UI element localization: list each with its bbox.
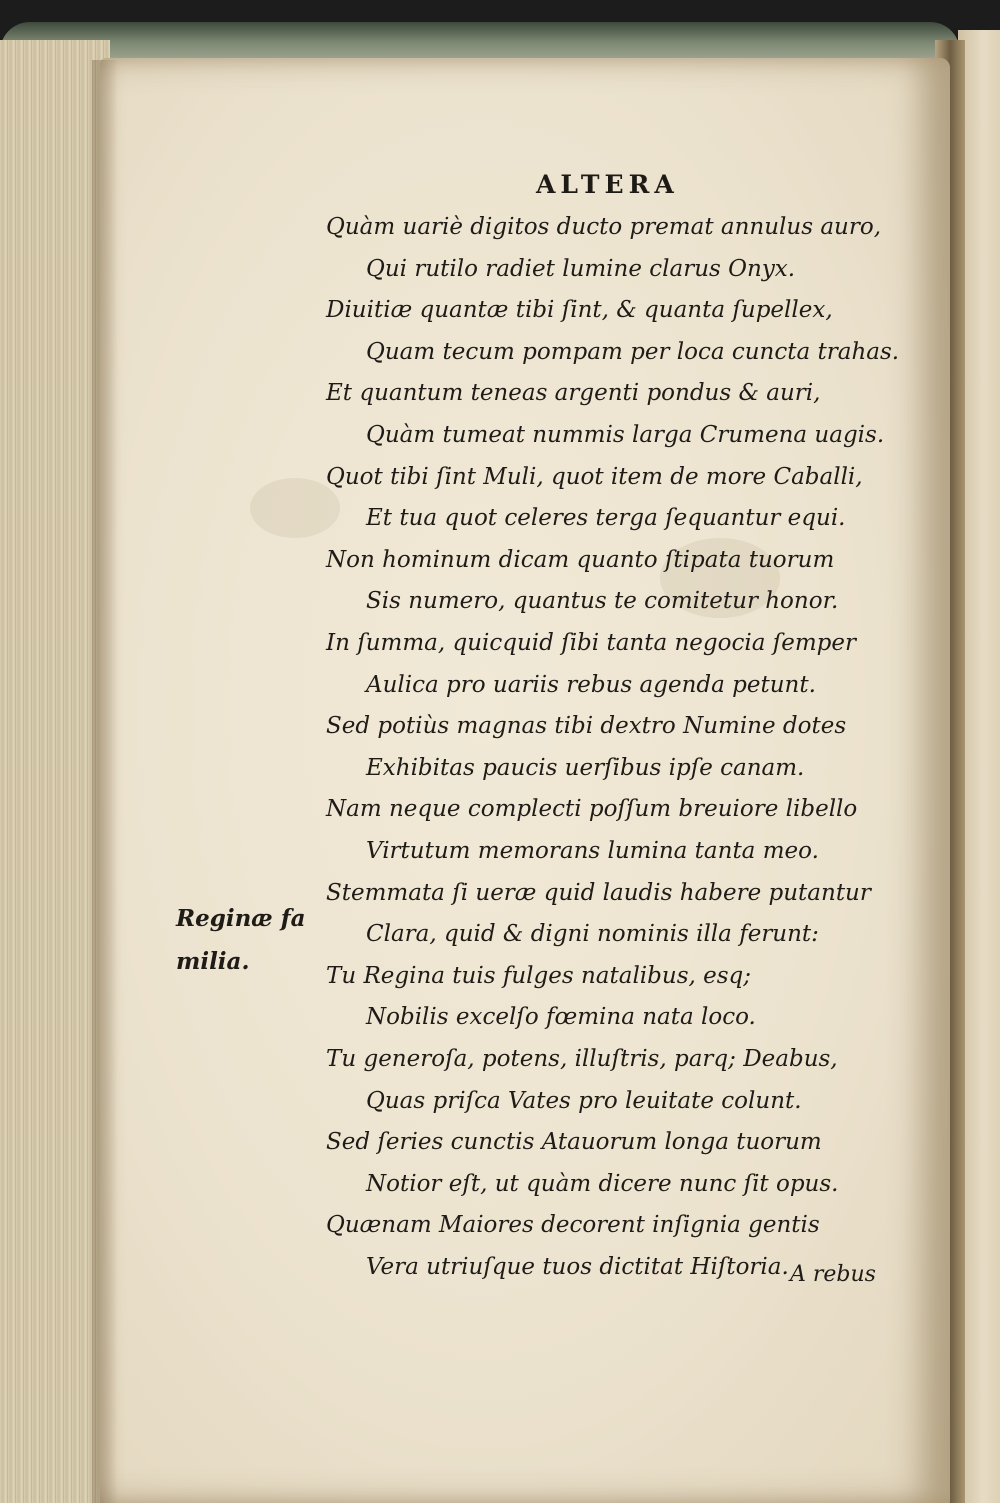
verse-line-indented: Et tua quot celeres terga ſequantur equi.: [366, 505, 846, 532]
verse-line: Quænam Maiores decorent inſignia gentis: [326, 1212, 820, 1239]
verse-line-indented: Vera utriuſque tuos dictitat Hiſtoria.: [366, 1254, 789, 1280]
marginal-note-line-1: Reginæ fa: [176, 905, 306, 932]
verse-line: Non hominum dicam quanto ſtipata tuorum: [326, 546, 835, 573]
verse-line: Nam neque complecti poſſum breuiore libello: [326, 796, 858, 823]
verse-line: Quàm uariè digitos ducto premat annulus auro,: [326, 214, 881, 240]
verse-line-indented: Aulica pro uariis rebus agenda petunt.: [366, 671, 816, 698]
running-head: ALTERA: [536, 170, 679, 199]
catchword: A rebus: [790, 1262, 876, 1287]
page-curl-shadow: [92, 60, 118, 1503]
verse-line-indented: Virtutum memorans lumina tanta meo.: [366, 838, 819, 864]
verse-line: Stemmata ſi ueræ quid laudis habere putantur: [326, 879, 871, 906]
verse-line-indented: Nobilis excelſo fœmina nata loco.: [366, 1004, 756, 1031]
verse-line: In ſumma, quicquid ſibi tanta negocia ſemper: [326, 630, 856, 656]
verse-line-indented: Sis numero, quantus te comitetur honor.: [366, 588, 839, 615]
marginal-note-line-2: milia.: [176, 948, 250, 975]
verse-line-indented: Quam tecum pompam per loca cuncta trahas.: [366, 338, 900, 365]
verse-line: Quot tibi ſint Muli, quot item de more Caballi,: [326, 463, 863, 490]
verse-line-indented: Quas priſca Vates pro leuitate colunt.: [366, 1087, 802, 1114]
verse-line: Et quantum teneas argenti pondus & auri,: [326, 380, 821, 407]
verse-line: Tu generoſa, potens, illuſtris, parq; Deabus,: [326, 1046, 838, 1072]
verse-line: Sed ſeries cunctis Atauorum longa tuorum: [326, 1129, 822, 1156]
verse-line-indented: Quàm tumeat nummis larga Crumena uagis.: [366, 422, 885, 448]
verse-line: Diuitiæ quantæ tibi ſint, & quanta ſupellex,: [326, 297, 833, 324]
verse-line-indented: Notior eſt, ut quàm dicere nunc ſit opus.: [366, 1170, 839, 1197]
verse-line-indented: Exhibitas paucis uerſibus ipſe canam.: [366, 754, 805, 781]
verse-line: Tu Regina tuis fulges natalibus, esq;: [326, 962, 752, 989]
verse-line: Sed potiùs magnas tibi dextro Numine dotes: [326, 713, 847, 740]
verse-line-indented: Clara, quid & digni nominis illa ferunt:: [366, 921, 819, 948]
verse-line-indented: Qui rutilo radiet lumine clarus Onyx.: [366, 255, 796, 282]
